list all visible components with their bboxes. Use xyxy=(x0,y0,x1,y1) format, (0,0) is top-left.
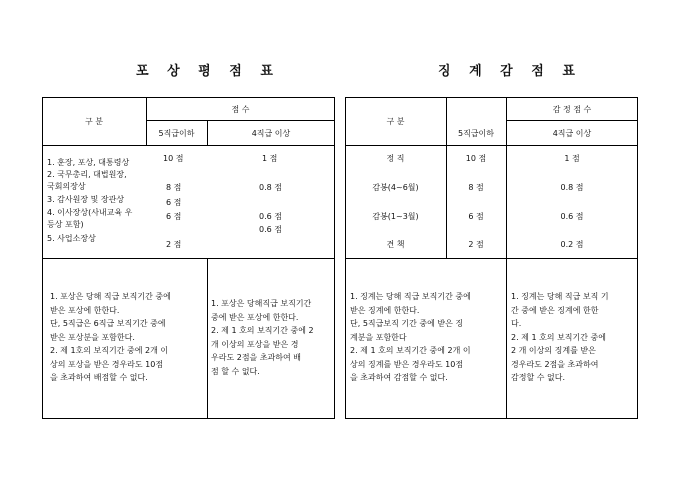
score-high: 0.6 점 xyxy=(259,225,282,234)
penalty-label: 정 직 xyxy=(386,154,405,163)
score-high: 1 점 xyxy=(262,154,278,163)
reward-item: 국회의장상 xyxy=(47,182,86,191)
penalty-high: 1 점 xyxy=(564,154,580,163)
score-low: 6 점 xyxy=(166,212,182,221)
table-border xyxy=(345,97,638,98)
reward-item: 3. 감사원장 및 장관상 xyxy=(47,195,125,204)
reward-item: 1. 훈장, 포상, 대통령상 xyxy=(47,158,130,167)
score-low: 6 점 xyxy=(166,198,182,207)
score-high: 0.6 점 xyxy=(259,212,282,221)
table-divider xyxy=(345,145,638,146)
grade-low-header: 5직급이하 xyxy=(158,129,195,138)
table-divider xyxy=(207,258,208,418)
table-divider xyxy=(42,258,335,259)
score-header: 점 수 xyxy=(231,105,250,114)
score-header: 감 정 점 수 xyxy=(552,105,592,114)
score-low: 8 점 xyxy=(166,183,182,192)
table-divider xyxy=(345,258,638,259)
score-low: 2 점 xyxy=(166,240,182,249)
category-header: 구 분 xyxy=(85,117,103,126)
table-border xyxy=(345,418,638,419)
penalty-label: 견 책 xyxy=(386,240,405,249)
score-high: 0.8 점 xyxy=(259,183,282,192)
penalty-high: 0.8 점 xyxy=(560,183,584,192)
penalty-low: 6 점 xyxy=(468,212,484,221)
discipline-note-high: 1. 징계는 당해 직급 보직 기 간 중에 받은 징계에 한한 다. 2. 제 1 호의 보직기간 중에 2 개 이상의 징계를 받은 경우라도 2점을 초과하여 감정할 수 없다. xyxy=(511,292,609,382)
discipline-table-title: 징 계 감 점 표 xyxy=(438,64,582,79)
table-divider xyxy=(146,120,335,121)
grade-high-header: 4직급 이상 xyxy=(552,129,592,138)
reward-item: 4. 이사장상(사내교육 우 xyxy=(47,208,133,217)
table-divider xyxy=(506,120,638,121)
penalty-low: 10 점 xyxy=(465,154,487,163)
penalty-high: 0.2 점 xyxy=(560,240,584,249)
reward-table-title: 포 상 평 점 표 xyxy=(136,64,280,79)
penalty-low: 2 점 xyxy=(468,240,484,249)
discipline-note-low: 1. 징계는 당해 직급 보직기간 중에 받은 징계에 한한다. 단, 5직급보직 기간 중에 받은 징 계분을 포함한다 2. 제 1 호의 보직기간 중에 2개 이 상의 징계를 받은 경우라도 10점 을 초과하여 감점할 수 없다. xyxy=(350,292,471,382)
reward-note-high: 1. 포상은 당해직급 보직기간 중에 받은 포상에 한한다. 2. 제 1 호의 보직기간 중에 2 개 이상의 포상을 받은 경 우라도 2점을 초과하여 배 점 할 수 없다. xyxy=(211,299,314,376)
penalty-label: 감봉(4~6월) xyxy=(372,183,419,192)
table-divider xyxy=(42,145,335,146)
table-border xyxy=(42,418,335,419)
reward-item: 5. 사업소장상 xyxy=(47,234,96,243)
table-divider xyxy=(446,97,447,258)
category-header: 구 분 xyxy=(386,117,405,126)
reward-note-low: 1. 포상은 당해 직급 보직기간 중에 받은 포상에 한한다. 단, 5직급은 6직급 보직기간 중에 받은 포상분을 포함한다. 2. 제 1호의 보직기간 중에 2개 이 상의 포상을 받은 경우라도 10점 을 초과하여 배점할 수 없다. xyxy=(50,292,171,382)
penalty-low: 8 점 xyxy=(468,183,484,192)
table-border xyxy=(42,97,335,98)
score-low: 10 점 xyxy=(163,154,184,163)
penalty-high: 0.6 점 xyxy=(560,212,584,221)
penalty-label: 감봉(1~3월) xyxy=(372,212,419,221)
grade-high-header: 4직급 이상 xyxy=(251,129,291,138)
grade-low-header: 5직급이하 xyxy=(457,129,494,138)
reward-item: 등상 포함) xyxy=(47,220,84,229)
reward-item: 2. 국무총리, 대법원장, xyxy=(47,170,127,179)
